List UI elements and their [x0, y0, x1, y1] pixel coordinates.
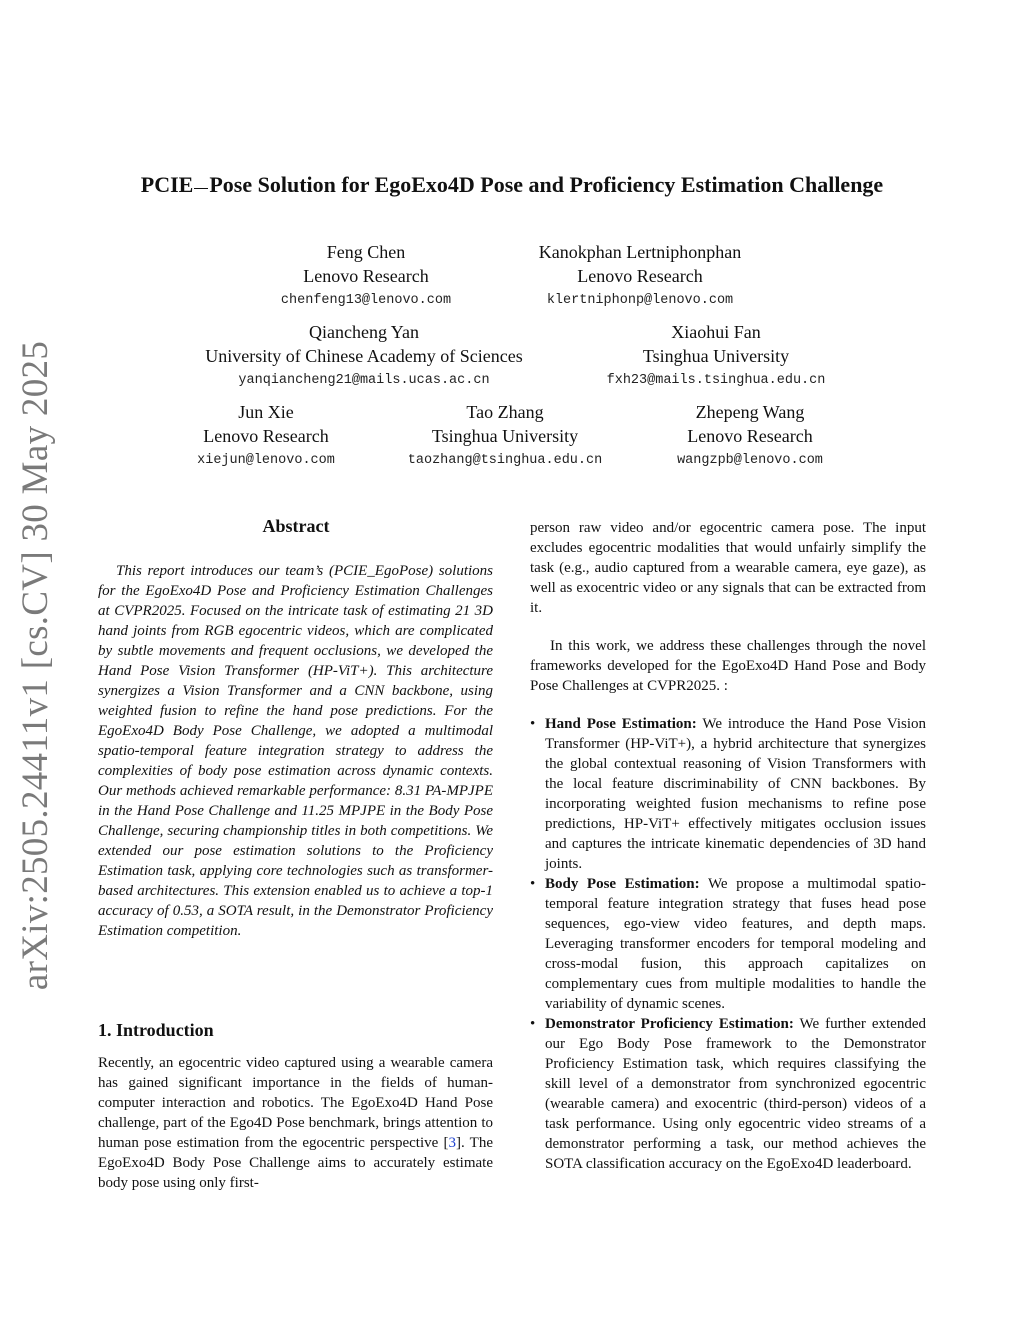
contribution-label: Hand Pose Estimation: [545, 716, 697, 732]
contribution-text: We further extended our Ego Body Pose framework to the Demonstrator Proficiency Estimation task, which requires classifying the skill level of a demonstrator from synchronized egocentric (wearable camera) and exocentric (third-person) videos of a task performance. Using only egocentric video streams of a demonstrator performing a task, our method achieves the SOTA classification accuracy on the EgoExo4D leaderboard. [545, 1016, 927, 1172]
contribution-text: We introduce the Hand Pose Vision Transformer (HP-ViT+), a hybrid architecture that synergizes the global contextual reasoning of Vision Transformers with the local feature discriminability of CNN backbones. By incorporating weighted fusion mechanisms to refine pose predictions, HP-ViT+ effectively mitigates occlusion issues and captures the intricate kinematic dependencies of 3D hand joints. [545, 716, 926, 872]
author-affiliation: Lenovo Research [203, 426, 329, 446]
contribution-item [530, 714, 926, 874]
introduction-paragraph-1 [98, 1053, 493, 1193]
abstract-body [98, 561, 493, 941]
intro-text-after-cite: ]. The EgoExo4D Body Pose Challenge aims to accurately estimate body pose using only first- [98, 1135, 493, 1191]
title-underscore [194, 188, 208, 189]
introduction-paragraph-1-continued: person raw video and/or egocentric camera pose. The input excludes egocentric modalities that would unfairly simplify the task (e.g., audio captured from a wearable camera, eye gaze), as well as exocentric video or any signals that can be extracted from it. [530, 520, 926, 616]
author-name: Jun Xie [238, 402, 294, 422]
introduction-body [98, 1053, 493, 1193]
citation-link[interactable]: 3 [448, 1135, 456, 1151]
intro-text-before-cite: Recently, an egocentric video captured using a wearable camera has gained significant importance in the fields of human-computer interaction and robotics. The EgoExo4D Hand Pose challenge, part of the Ego4D Pose benchmark, brings attention to human pose estimation from the egocentric perspective [ [98, 1055, 493, 1151]
abstract-text: This report introduces our team’s (PCIE_EgoPose) solutions for the EgoExo4D Pose and Proficiency Estimation Challenges at CVPR2025. Focused on the intricate task of estimating 21 3D hand joints from RGB egocentric videos, which are complicated by subtle movements and frequent occlusions, we developed the Hand Pose Vision Transformer (HP-ViT+). This architecture synergizes a Vision Transformer and a CNN backbone, using weighted fusion to refine the hand pose predictions. For the EgoExo4D Body Pose Challenge, we adopted a multimodal spatio-temporal feature integration strategy to address the complexities of body pose estimation across dynamic contexts. Our methods achieved remarkable performance: 8.31 PA-MPJPE in the Hand Pose Challenge and 11.25 MPJPE in the Body Pose Challenge, securing championship titles in both competitions. We extended our pose estimation solutions to the Proficiency Estimation task, applying core technologies such as transformer-based architectures. This extension enabled us to achieve a top-1 accuracy of 0.53, a SOTA result, in the Demonstrator Proficiency Estimation competition. [98, 563, 493, 939]
author-email: yanqiancheng21@mails.ucas.ac.cn [238, 373, 490, 388]
right-column [530, 518, 926, 1174]
author-name: Feng Chen [326, 242, 406, 262]
contribution-text: We propose a multimodal spatio-temporal feature integration strategy that fuses head pose sequences, ego-view video features, and depth maps. Leveraging transformer encoders for temporal modeling and cross-modal fusion, this approach capitalizes on complementary cues from multiple modalities to handle the variability of dynamic scenes. [545, 876, 926, 1012]
author-name: Kanokphan Lertniphonphan [538, 242, 742, 262]
author-email: xiejun@lenovo.com [197, 453, 335, 468]
author-block [146, 400, 386, 474]
title-part-2: Pose Solution for EgoExo4D Pose and Proficiency Estimation Challenge [209, 172, 884, 197]
arxiv-identifier-stamp [8, 340, 64, 990]
author-name: Qiancheng Yan [309, 322, 419, 342]
contribution-item [530, 874, 926, 1014]
introduction-paragraph-2: In this work, we address these challenges through the novel frameworks developed for the EgoExo4D Hand Pose and Body Pose Challenges at CVPR2025. : [530, 638, 926, 694]
author-affiliation: Lenovo Research [577, 266, 703, 286]
author-name: Xiaohui Fan [671, 322, 761, 342]
author-block [630, 400, 870, 474]
author-name: Zhepeng Wang [695, 402, 805, 422]
author-affiliation: Lenovo Research [303, 266, 429, 286]
author-email: chenfeng13@lenovo.com [280, 293, 452, 308]
contribution-label: Demonstrator Proficiency Estimation: [545, 1016, 794, 1032]
contribution-item [530, 1014, 926, 1174]
author-email: klertniphonp@lenovo.com [546, 293, 734, 308]
author-affiliation: Tsinghua University [642, 346, 790, 366]
author-affiliation: Lenovo Research [687, 426, 813, 446]
abstract-heading: Abstract [262, 516, 330, 536]
author-block [576, 320, 856, 394]
introduction-heading: 1. Introduction [98, 1020, 214, 1040]
contribution-list [530, 714, 926, 1174]
author-email: wangzpb@lenovo.com [677, 453, 823, 468]
author-name: Tao Zhang [466, 402, 544, 422]
paper-title [0, 172, 1024, 198]
author-block [216, 240, 516, 314]
author-affiliation: Tsinghua University [431, 426, 579, 446]
title-part-1: PCIE [140, 172, 194, 197]
author-email: fxh23@mails.tsinghua.edu.cn [606, 373, 826, 388]
author-block [385, 400, 625, 474]
author-email: taozhang@tsinghua.edu.cn [407, 453, 603, 468]
author-block [174, 320, 554, 394]
arxiv-identifier-text: arXiv:2505.24411v1 [cs.CV] 30 May 2025 [15, 340, 57, 990]
author-affiliation: University of Chinese Academy of Sciences [205, 346, 523, 366]
contribution-label: Body Pose Estimation: [545, 876, 700, 892]
author-block [490, 240, 790, 314]
